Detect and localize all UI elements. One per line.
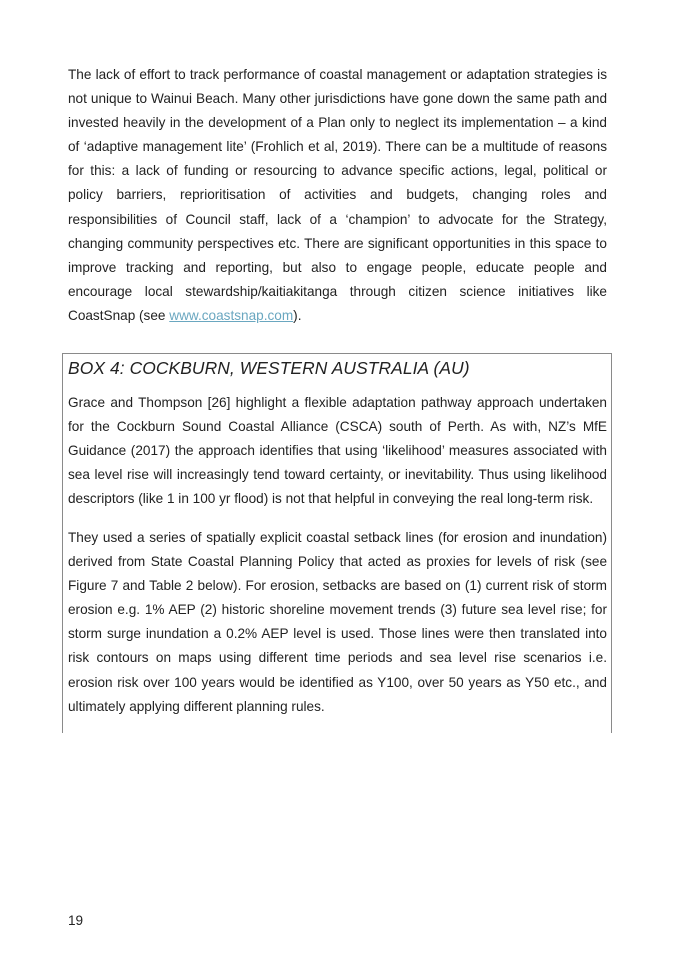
intro-text-after-link: ). xyxy=(293,307,302,323)
page-number: 19 xyxy=(68,913,84,928)
intro-paragraph xyxy=(68,63,607,328)
intro-text-before-link: The lack of effort to track performance of coastal management or adaptation strategies is not unique to Wainui Beach. Many other jurisdictions have gone down the same path and invested heavily in the development of a Plan only to neglect its implementation – a kind of ‘adaptive management lite’ (Frohlich et al, 2019). There can be a multitude of reasons for this: a lack of funding or resourcing to advance specific actions, legal, political or policy barriers, reprioritisation of activities and budgets, changing roles and responsibilities of Council staff, lack of a ‘champion’ to advocate for the Strategy, changing community perspectives etc. There are significant opportunities in this space to improve tracking and reporting, but also to engage people, educate people and encourage local stewardship/kaitiakitanga through citizen science initiatives like CoastSnap (see xyxy=(68,67,607,323)
box-title: BOX 4: COCKBURN, WESTERN AUSTRALIA (AU) xyxy=(68,358,470,378)
box-paragraph-2: They used a series of spatially explicit coastal setback lines (for erosion and inundation) derived from State Coastal Planning Policy that acted as proxies for levels of risk (see Figure 7 and Table 2 below). For erosion, setbacks are based on (1) current risk of storm erosion e.g. 1% AEP (2) historic shoreline movement trends (3) future sea level rise; for storm surge inundation a 0.2% AEP level is used. Those lines were then translated into risk contours on maps using different time periods and sea level rise scenarios i.e. erosion risk over 100 years would be identified as Y100, over 50 years as Y50 etc., and ultimately applying different planning rules. xyxy=(68,530,607,714)
coastsnap-link[interactable]: www.coastsnap.com xyxy=(169,307,294,323)
box-paragraph-1: Grace and Thompson [26] highlight a flexible adaptation pathway approach undertaken for the Cockburn Sound Coastal Alliance (CSCA) south of Perth. As with, NZ’s MfE Guidance (2017) the approach identifies that using ‘likelihood’ measures associated with sea level rise will increasingly tend toward certainty, or inevitability. Thus using likelihood descriptors (like 1 in 100 yr flood) is not that helpful in conveying the real long-term risk. xyxy=(68,395,607,507)
